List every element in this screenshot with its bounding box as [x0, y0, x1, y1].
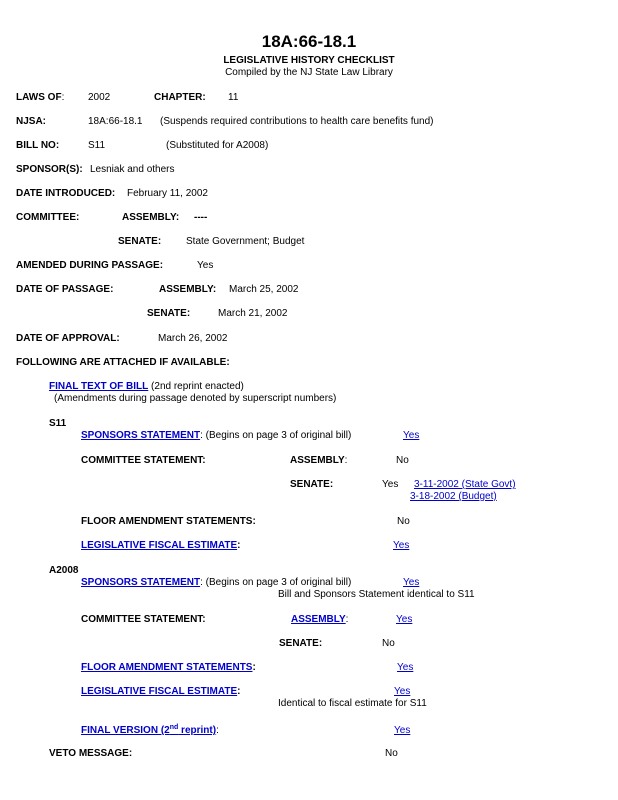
s11-sponsors-row: [81, 430, 351, 442]
amended-value: Yes: [197, 260, 214, 271]
s11-floor-amendment-value: No: [397, 516, 410, 527]
a2008-final-version-row: FINAL VERSION (2nd reprint):: [81, 724, 219, 736]
chapter-label: CHAPTER:: [154, 92, 206, 103]
committee-assembly-value: ----: [194, 212, 208, 223]
page-title: 18A:66-18.1: [261, 32, 357, 51]
s11-committee-senate-value: Yes: [382, 479, 399, 490]
committee-senate-label: SENATE:: [118, 236, 162, 247]
passage-senate-value: March 21, 2002: [218, 308, 288, 319]
veto-message-value: No: [385, 748, 398, 759]
njsa-description: (Suspends required contributions to health care benefits fund): [160, 116, 434, 127]
s11-floor-amendment-label: FLOOR AMENDMENT STATEMENTS:: [81, 516, 256, 527]
a2008-assembly-yes-link[interactable]: Yes: [396, 614, 413, 625]
passage-assembly-value: March 25, 2002: [229, 284, 299, 295]
a2008-committee-senate-label: SENATE:: [279, 638, 323, 649]
laws-of-label: LAWS OF:: [16, 92, 65, 103]
a2008-floor-amendment-link[interactable]: FLOOR AMENDMENT STATEMENTS: [81, 662, 253, 673]
a2008-floor-yes-link[interactable]: Yes: [397, 662, 414, 673]
a2008-sponsors-note: : (Begins on page 3 of original bill): [200, 577, 352, 588]
s11-sponsors-statement-link[interactable]: SPONSORS STATEMENT: [81, 430, 201, 441]
page-subtitle: LEGISLATIVE HISTORY CHECKLIST: [223, 55, 395, 66]
attached-heading: FOLLOWING ARE ATTACHED IF AVAILABLE:: [16, 357, 230, 368]
s11-committee-statement-label: COMMITTEE STATEMENT:: [81, 455, 206, 466]
s11-label: S11: [49, 418, 67, 429]
a2008-fiscal-row: LEGISLATIVE FISCAL ESTIMATE:: [81, 686, 241, 697]
a2008-committee-assembly: ASSEMBLY:: [291, 614, 349, 625]
s11-sponsors-yes-link[interactable]: Yes: [403, 430, 420, 441]
s11-committee-assembly: ASSEMBLY:: [290, 455, 348, 466]
a2008-committee-senate-value: No: [382, 638, 395, 649]
s11-fiscal-row: LEGISLATIVE FISCAL ESTIMATE:: [81, 540, 241, 551]
date-of-passage-label: DATE OF PASSAGE:: [16, 284, 114, 295]
s11-committee-senate-label: SENATE:: [290, 479, 334, 490]
final-text-note2: (Amendments during passage denoted by superscript numbers): [54, 393, 337, 404]
passage-senate-label: SENATE:: [147, 308, 191, 319]
a2008-fiscal-yes-link[interactable]: Yes: [394, 686, 411, 697]
s11-senate-state-govt-link[interactable]: 3-11-2002 (State Govt): [414, 479, 516, 490]
date-of-approval-label: DATE OF APPROVAL:: [16, 333, 120, 344]
final-text-row: [49, 381, 244, 393]
amended-label: AMENDED DURING PASSAGE:: [16, 260, 164, 271]
njsa-label: NJSA:: [16, 116, 47, 127]
a2008-fiscal-estimate-link[interactable]: LEGISLATIVE FISCAL ESTIMATE: [81, 686, 238, 697]
date-introduced-value: February 11, 2002: [127, 188, 208, 199]
a2008-sponsors-row: [81, 577, 351, 589]
date-introduced-label: DATE INTRODUCED:: [16, 188, 116, 199]
s11-fiscal-yes-link[interactable]: Yes: [393, 540, 410, 551]
a2008-fiscal-subnote: Identical to fiscal estimate for S11: [278, 698, 427, 709]
a2008-label: A2008: [49, 565, 79, 576]
final-text-of-bill-link[interactable]: FINAL TEXT OF BILL: [49, 381, 149, 392]
committee-label: COMMITTEE:: [16, 212, 80, 223]
s11-sponsors-note: : (Begins on page 3 of original bill): [200, 430, 352, 441]
a2008-final-version-link[interactable]: FINAL VERSION (2nd reprint): [81, 724, 217, 736]
a2008-sponsors-subnote: Bill and Sponsors Statement identical to S11: [278, 589, 475, 600]
s11-senate-budget-link[interactable]: 3-18-2002 (Budget): [410, 491, 497, 502]
final-text-note: (2nd reprint enacted): [151, 381, 244, 392]
chapter-value: 11: [228, 92, 239, 103]
committee-assembly-label: ASSEMBLY:: [122, 212, 180, 223]
date-of-approval-value: March 26, 2002: [158, 333, 228, 344]
passage-assembly-label: ASSEMBLY:: [159, 284, 217, 295]
s11-fiscal-estimate-link[interactable]: LEGISLATIVE FISCAL ESTIMATE: [81, 540, 238, 551]
a2008-sponsors-statement-link[interactable]: SPONSORS STATEMENT: [81, 577, 201, 588]
a2008-sponsors-yes-link[interactable]: Yes: [403, 577, 420, 588]
sponsors-label: SPONSOR(S):: [16, 164, 83, 175]
bill-no-value: S11: [88, 140, 106, 151]
a2008-final-version-yes-link[interactable]: Yes: [394, 725, 411, 736]
a2008-assembly-link[interactable]: ASSEMBLY: [291, 614, 346, 625]
a2008-floor-row: FLOOR AMENDMENT STATEMENTS:: [81, 662, 256, 673]
njsa-value: 18A:66-18.1: [88, 116, 143, 127]
s11-committee-assembly-value: No: [396, 455, 409, 466]
sponsors-value: Lesniak and others: [90, 164, 175, 175]
a2008-committee-statement-label: COMMITTEE STATEMENT:: [81, 614, 206, 625]
veto-message-label: VETO MESSAGE:: [49, 748, 133, 759]
compiled-by: Compiled by the NJ State Law Library: [225, 67, 393, 78]
bill-no-label: BILL NO:: [16, 140, 60, 151]
committee-senate-value: State Government; Budget: [186, 236, 305, 247]
laws-of-value: 2002: [88, 92, 111, 103]
bill-no-note: (Substituted for A2008): [166, 140, 269, 151]
